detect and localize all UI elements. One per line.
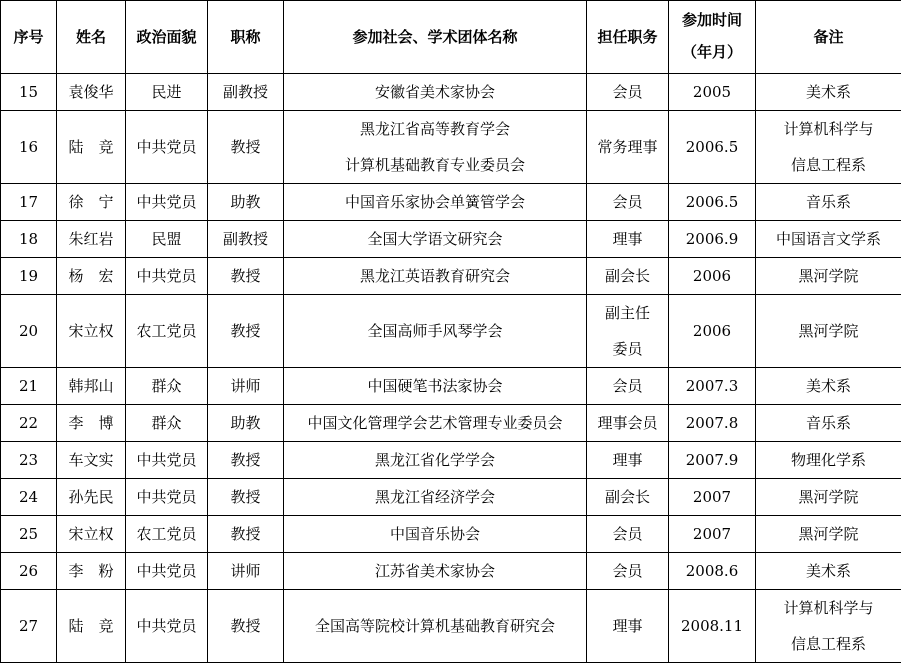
cell-position-line: 会员 (590, 516, 665, 552)
cell-join-time: 2007.3 (669, 368, 756, 405)
cell-remark-line: 美术系 (759, 368, 898, 404)
cell-join-time: 2007 (669, 516, 756, 553)
cell-name: 陆 竞 (57, 590, 126, 663)
cell-remark (756, 368, 901, 405)
cell-political: 中共党员 (126, 442, 208, 479)
cell-title: 教授 (208, 516, 284, 553)
cell-remark (756, 74, 901, 111)
cell-join-time: 2007.9 (669, 442, 756, 479)
table-row (1, 258, 901, 295)
header-name: 姓名 (57, 1, 126, 74)
cell-remark (756, 111, 901, 184)
cell-position (587, 479, 669, 516)
header-title: 职称 (208, 1, 284, 74)
cell-name: 徐 宁 (57, 184, 126, 221)
cell-remark-line: 信息工程系 (759, 626, 898, 662)
cell-organization-line: 全国高师手风琴学会 (287, 313, 583, 349)
cell-title: 副教授 (208, 221, 284, 258)
cell-seq: 22 (1, 405, 57, 442)
cell-seq: 26 (1, 553, 57, 590)
cell-name: 孙先民 (57, 479, 126, 516)
cell-organization (284, 295, 587, 368)
cell-seq: 25 (1, 516, 57, 553)
cell-position (587, 368, 669, 405)
cell-remark-line: 中国语言文学系 (759, 221, 898, 257)
cell-title: 教授 (208, 442, 284, 479)
cell-remark (756, 553, 901, 590)
cell-title: 教授 (208, 590, 284, 663)
cell-remark-line: 黑河学院 (759, 516, 898, 552)
cell-position (587, 258, 669, 295)
cell-political: 民进 (126, 74, 208, 111)
cell-organization (284, 442, 587, 479)
cell-political: 中共党员 (126, 553, 208, 590)
table-row (1, 442, 901, 479)
cell-join-time: 2008.11 (669, 590, 756, 663)
cell-join-time: 2006.5 (669, 184, 756, 221)
cell-seq: 16 (1, 111, 57, 184)
cell-organization (284, 479, 587, 516)
cell-seq: 27 (1, 590, 57, 663)
cell-political: 中共党员 (126, 479, 208, 516)
table-row (1, 405, 901, 442)
cell-position (587, 553, 669, 590)
cell-remark-line: 黑河学院 (759, 479, 898, 515)
cell-position (587, 111, 669, 184)
cell-position (587, 405, 669, 442)
cell-remark-line: 美术系 (759, 74, 898, 110)
cell-position-line: 常务理事 (590, 129, 665, 165)
cell-name: 韩邦山 (57, 368, 126, 405)
cell-organization (284, 111, 587, 184)
cell-position (587, 74, 669, 111)
cell-organization-line: 黑龙江英语教育研究会 (287, 258, 583, 294)
cell-organization (284, 405, 587, 442)
cell-organization-line: 黑龙江省经济学会 (287, 479, 583, 515)
header-seq: 序号 (1, 1, 57, 74)
cell-title: 讲师 (208, 553, 284, 590)
cell-name: 李 博 (57, 405, 126, 442)
cell-organization (284, 368, 587, 405)
table-row (1, 295, 901, 368)
cell-organization-line: 中国文化管理学会艺术管理专业委员会 (287, 405, 583, 441)
cell-remark-line: 黑河学院 (759, 258, 898, 294)
cell-join-time: 2007.8 (669, 405, 756, 442)
table-row (1, 111, 901, 184)
header-row (1, 1, 901, 74)
cell-position-line: 理事 (590, 442, 665, 478)
cell-remark (756, 479, 901, 516)
cell-position-line: 会员 (590, 553, 665, 589)
cell-seq: 17 (1, 184, 57, 221)
header-join-time (669, 1, 756, 74)
cell-seq: 23 (1, 442, 57, 479)
cell-organization (284, 258, 587, 295)
cell-join-time: 2008.6 (669, 553, 756, 590)
cell-name: 李 粉 (57, 553, 126, 590)
cell-position-line: 理事 (590, 608, 665, 644)
cell-remark (756, 405, 901, 442)
cell-remark-line: 音乐系 (759, 405, 898, 441)
cell-organization-line: 中国音乐协会 (287, 516, 583, 552)
cell-title: 助教 (208, 405, 284, 442)
cell-name: 陆 竞 (57, 111, 126, 184)
cell-political: 民盟 (126, 221, 208, 258)
cell-political: 群众 (126, 405, 208, 442)
cell-organization-line: 中国音乐家协会单簧管学会 (287, 184, 583, 220)
cell-remark-line: 音乐系 (759, 184, 898, 220)
cell-position-line: 副会长 (590, 258, 665, 294)
cell-organization (284, 221, 587, 258)
cell-join-time: 2006 (669, 258, 756, 295)
cell-remark-line: 信息工程系 (759, 147, 898, 183)
cell-political: 农工党员 (126, 295, 208, 368)
table-row (1, 516, 901, 553)
cell-remark (756, 516, 901, 553)
header-join-time-line1: 参加时间 (672, 5, 752, 35)
cell-political: 群众 (126, 368, 208, 405)
cell-organization-line: 中国硬笔书法家协会 (287, 368, 583, 404)
cell-name: 朱红岩 (57, 221, 126, 258)
cell-political: 中共党员 (126, 111, 208, 184)
header-political: 政治面貌 (126, 1, 208, 74)
cell-remark-line: 计算机科学与 (759, 590, 898, 626)
cell-organization (284, 516, 587, 553)
header-join-time-line2: （年月） (672, 35, 752, 69)
cell-position-line: 副主任 (590, 295, 665, 331)
cell-organization (284, 184, 587, 221)
table-row (1, 553, 901, 590)
cell-remark-line: 物理化学系 (759, 442, 898, 478)
cell-position (587, 184, 669, 221)
cell-remark (756, 590, 901, 663)
cell-seq: 24 (1, 479, 57, 516)
cell-position-line: 委员 (590, 331, 665, 367)
cell-political: 农工党员 (126, 516, 208, 553)
cell-join-time: 2007 (669, 479, 756, 516)
cell-remark (756, 258, 901, 295)
cell-political: 中共党员 (126, 590, 208, 663)
cell-seq: 19 (1, 258, 57, 295)
cell-position-line: 副会长 (590, 479, 665, 515)
cell-remark (756, 295, 901, 368)
cell-organization-line: 全国大学语文研究会 (287, 221, 583, 257)
cell-join-time: 2006.5 (669, 111, 756, 184)
cell-name: 宋立权 (57, 516, 126, 553)
cell-organization-line: 计算机基础教育专业委员会 (287, 147, 583, 183)
cell-seq: 15 (1, 74, 57, 111)
header-position: 担任职务 (587, 1, 669, 74)
cell-organization-line: 江苏省美术家协会 (287, 553, 583, 589)
cell-remark-line: 黑河学院 (759, 313, 898, 349)
header-organization: 参加社会、学术团体名称 (284, 1, 587, 74)
cell-organization (284, 590, 587, 663)
table-body (1, 74, 901, 663)
cell-remark (756, 184, 901, 221)
cell-political: 中共党员 (126, 258, 208, 295)
cell-join-time: 2006.9 (669, 221, 756, 258)
cell-position (587, 295, 669, 368)
cell-position-line: 会员 (590, 74, 665, 110)
cell-organization-line: 黑龙江省化学学会 (287, 442, 583, 478)
table-row (1, 184, 901, 221)
cell-position-line: 会员 (590, 368, 665, 404)
cell-title: 教授 (208, 258, 284, 295)
table-row (1, 590, 901, 663)
cell-remark (756, 442, 901, 479)
cell-position (587, 221, 669, 258)
cell-title: 助教 (208, 184, 284, 221)
table-row (1, 368, 901, 405)
cell-name: 杨 宏 (57, 258, 126, 295)
cell-seq: 21 (1, 368, 57, 405)
cell-title: 教授 (208, 479, 284, 516)
cell-seq: 20 (1, 295, 57, 368)
cell-position (587, 442, 669, 479)
cell-position-line: 理事 (590, 221, 665, 257)
cell-remark-line: 美术系 (759, 553, 898, 589)
cell-title: 教授 (208, 111, 284, 184)
cell-name: 车文实 (57, 442, 126, 479)
cell-title: 讲师 (208, 368, 284, 405)
cell-position-line: 理事会员 (590, 405, 665, 441)
cell-name: 宋立权 (57, 295, 126, 368)
cell-title: 教授 (208, 295, 284, 368)
cell-position (587, 516, 669, 553)
cell-title: 副教授 (208, 74, 284, 111)
cell-political: 中共党员 (126, 184, 208, 221)
cell-join-time: 2006 (669, 295, 756, 368)
cell-seq: 18 (1, 221, 57, 258)
cell-remark-line: 计算机科学与 (759, 111, 898, 147)
cell-position (587, 590, 669, 663)
cell-organization (284, 553, 587, 590)
cell-remark (756, 221, 901, 258)
cell-organization (284, 74, 587, 111)
cell-join-time: 2005 (669, 74, 756, 111)
table-row (1, 74, 901, 111)
table-row (1, 479, 901, 516)
cell-organization-line: 全国高等院校计算机基础教育研究会 (287, 608, 583, 644)
cell-name: 袁俊华 (57, 74, 126, 111)
cell-organization-line: 黑龙江省高等教育学会 (287, 111, 583, 147)
cell-organization-line: 安徽省美术家协会 (287, 74, 583, 110)
table-row (1, 221, 901, 258)
cell-position-line: 会员 (590, 184, 665, 220)
header-remark: 备注 (756, 1, 901, 74)
